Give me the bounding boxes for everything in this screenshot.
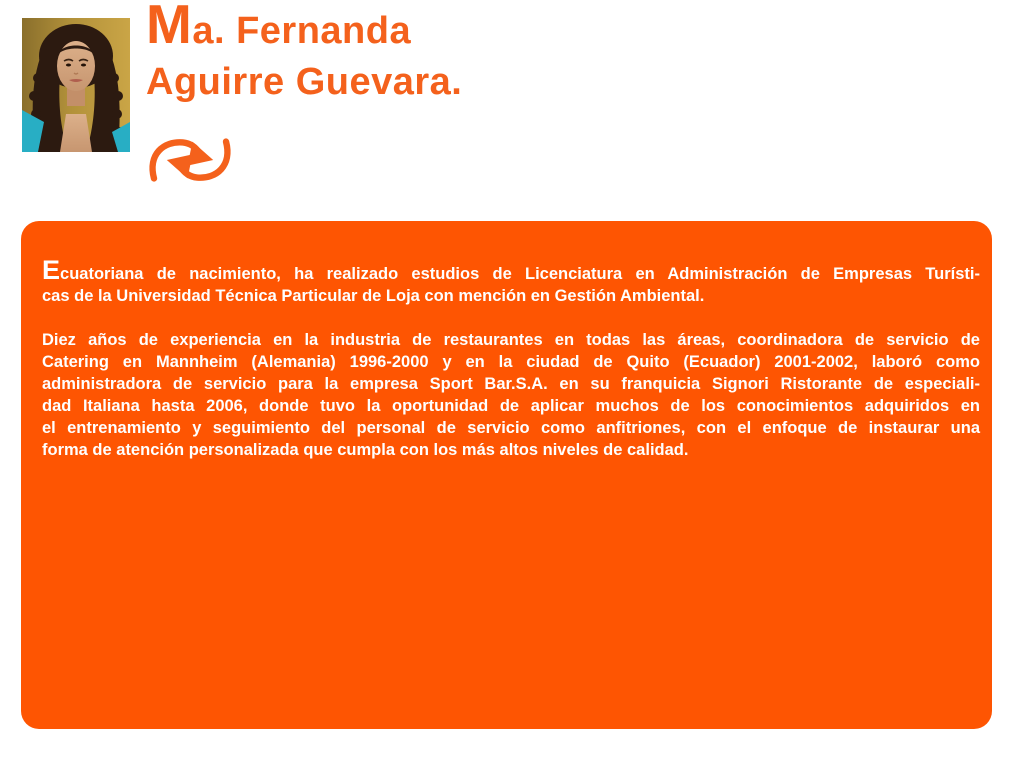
title-line-2: Aguirre Guevara. — [146, 61, 463, 103]
bio-line: dad Italiana hasta 2006, donde tuvo la oportunidad de aplicar muchos de los conocimientos adquiridos en — [42, 397, 980, 415]
bio-card — [21, 221, 992, 729]
bio-paragraph-1 — [42, 255, 980, 307]
title-line1-rest: a. Fernanda — [192, 10, 412, 52]
bio-line-text: cuatoriana de nacimiento, ha realizado estudios de Licenciatura en Administración de Empresas Turísti- — [60, 265, 980, 283]
paragraph-initial: E — [42, 255, 61, 285]
page-title — [146, 0, 463, 108]
bio-line: Diez años de experiencia en la industria de restaurantes en todas las áreas, coordinadora de servicio de — [42, 331, 980, 349]
bio-line: forma de atención personalizada que cumpla con los más altos niveles de calidad. — [42, 441, 689, 459]
bio-line — [42, 255, 980, 285]
bio-line: administradora de servicio para la empresa Sport Bar.S.A. en su franquicia Signori Ristorante de especiali- — [42, 375, 980, 393]
bio-paragraph-2 — [42, 329, 980, 461]
title-initial: M — [146, 0, 193, 55]
bio-text — [21, 221, 992, 461]
bio-line: cas de la Universidad Técnica Particular de Loja con mención en Gestión Ambiental. — [42, 287, 705, 305]
bio-line: el entrenamiento y seguimiento del personal de servicio como anfitriones, con el enfoque de instaurar una — [42, 419, 980, 437]
swirl-arrows-icon — [146, 131, 234, 189]
portrait-photo — [22, 18, 130, 152]
bio-line: Catering en Mannheim (Alemania) 1996-2000 y en la ciudad de Quito (Ecuador) 2001-2002, laboró como — [42, 353, 980, 371]
title-line-1 — [146, 0, 462, 56]
